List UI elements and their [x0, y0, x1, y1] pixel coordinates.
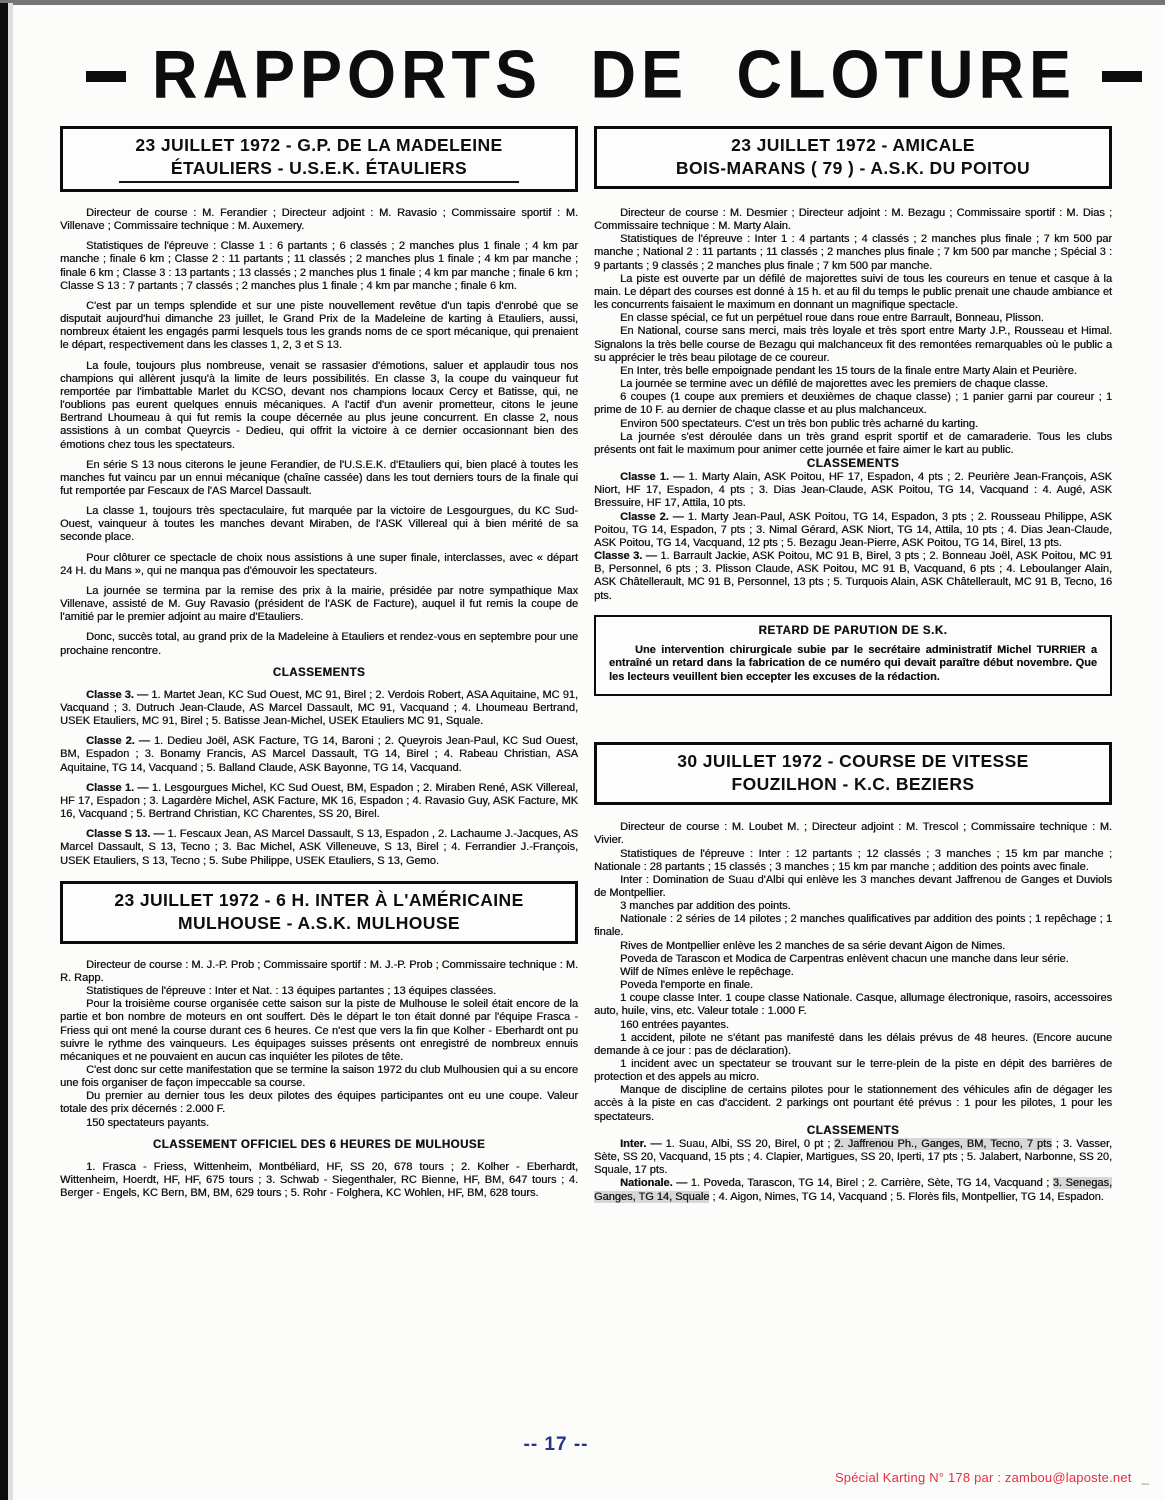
paragraph: Statistiques de l'épreuve : Inter 1 : 4 partants ; 4 classés ; 2 manches plus finale ; 7 km 500 par manche ; National 2 : 11 partants ; 11 classés ; 2 manches plus finale ; 7 km 500 par manche ; Spécial 3 : 9 partants ; 9 classés ; 2 manches plus finale ; 7 km 500 par manche. [594, 233, 1112, 272]
classement-entry [594, 511, 1112, 550]
paragraph: Poveda de Tarascon et Modica de Carpentras enlèvent chacun une manche dans leur série. [620, 952, 1069, 965]
left-column [60, 126, 578, 1204]
paragraph: Du premier au dernier tous les deux pilotes des équipes participantes ont eu une coupe. Valeur totale des prix décernés : 2.000 F. [60, 1090, 578, 1116]
classement-entry [60, 689, 578, 728]
classement-entry [594, 471, 1112, 510]
madeleine-body [60, 207, 578, 868]
classement-entry [594, 550, 1112, 603]
section-header-line1: 23 JUILLET 1972 - 6 H. INTER À L'AMÉRICAINE [114, 889, 524, 910]
section-header-line1: 30 JUILLET 1972 - COURSE DE VITESSE [677, 751, 1029, 772]
paragraph: En série S 13 nous citerons le jeune Ferandier, de l'U.S.E.K. d'Etauliers qui, bien placé à toutes les manches fut vaincu par un ennui mécanique (chaîne cassée) dans les tout derniers tours de la finale qui fut remportée par Fescaux de l'AS Marcel Dassault. [60, 458, 578, 497]
paragraph: 3 manches par addition des points. [620, 900, 791, 913]
retard-notice [594, 615, 1112, 697]
classement-entry: 1. Frasca - Friess, Wittenheim, Montbéliard, HF, SS 20, 678 tours ; 2. Kolher - Eberhardt, Wittenheim, Hoerdt, HF, HF, 675 tours ; 3. Schwab - Siegenthaler, RC Bienne, HF, BM, 647 tours ; 4. Berger - Engels, KC Bern, BM, BM, 629 tours ; 5. Rohr - Folghera, KC Wohlen, HF, BM, 628 tours. [60, 1160, 578, 1200]
paragraph: Poveda l'emporte en finale. [620, 979, 753, 992]
paragraph: Wilf de Nîmes enlève le repêchage. [620, 965, 794, 978]
classement-officiel-heading: CLASSEMENT OFFICIEL DES 6 HEURES DE MULHOUSE [152, 1138, 486, 1151]
section-header-fouzilhon [594, 742, 1112, 805]
classement-lead: Classe 2. — [86, 735, 150, 748]
retard-notice-title: RETARD DE PARUTION DE S.K. [758, 624, 948, 637]
classement-lead: Classe 1. — [620, 471, 685, 484]
page-title-text: RAPPORTS DE CLOTURE [152, 37, 1077, 113]
paragraph: En classe spécial, ce fut un perpétuel roue dans roue entre Barrault, Bonneau, Plisson. [620, 312, 1044, 325]
highlighted-text: 3. Senegas, Ganges, TG 14, Squale [594, 1177, 1112, 1203]
right-column [594, 126, 1112, 1204]
classement-lead: Classe 1. — [86, 781, 149, 794]
paragraph: La foule, toujours plus nombreuse, venait se rassasier d'émotions, saluer et applaudir tous nos champions qui allèrent jusqu'à la limite de leurs possibilités. En classe 3, la coupe du vainqueur fut remportée par l'imbattable Marlet du KCSO, devant nos champions locaux Cercy et Batisse, qui, ne l'oublions pas eurent quelques ennuis mécaniques. A l'actif d'un avenir prometteur, citons le jeune Bertrand Lhoumeau à qui fut remis la coupe décernée au plus jeune concurrent. En classe 2, nous assistions à un combat Queyrcis - Dedieu, qui offrit la victoire à ce dernier occasionnant bien des émotions chez tous les spectateurs. [60, 359, 578, 451]
scan-edge-top [0, 0, 1165, 5]
paragraph: C'est donc sur cette manifestation que se termine la saison 1972 du club Mulhousien qui a su encore une fois organiser de façon impeccable sa course. [60, 1063, 578, 1090]
paragraph: Donc, succès total, au grand prix de la Madeleine à Etauliers et rendez-vous en septembre pour une prochaine rencontre. [60, 631, 578, 657]
classement-text: 1. Lesgourgues Michel, KC Sud Ouest, BM, Espadon ; 2. Miraben René, ASK Villereal, HF 17, Espadon ; 3. Lagardère Michel, ASK Facture, MK 16, Espadon ; 4. Ravasio Guy, ASK Facture, MK 16, Vacquand ; 5. Bertrand Christian, KC Charentes, SS 20, Birel. [60, 781, 578, 821]
footer-credit [835, 1470, 1149, 1485]
paragraph: 150 spectateurs payants. [86, 1116, 209, 1129]
classement-text: 1. Suau, Albi, SS 20, Birel, 0 pt ; [661, 1137, 835, 1150]
section-header-line1: 23 JUILLET 1972 - AMICALE [731, 135, 975, 155]
paragraph: La journée se termine avec un défilé de majorettes avec les premiers de chaque classe. [620, 378, 1049, 391]
classement-text: 1. Fescaux Jean, AS Marcel Dassault, S 13, Espadon , 2. Lachaume J.-Jacques, AS Marcel Dassault, S 13, Tecno ; 3. Bac Michel, ASK Villeneuve, S 13, Birel ; 4. Ferrandier J.-François, USEK Etauliers, S 13, Tecno ; 5. Sube Philippe, USEK Etauliers, S 13, Gemo. [60, 828, 578, 867]
section-header-line2: ÉTAULIERS - U.S.E.K. ÉTAULIERS [170, 158, 468, 178]
classement-text: 1. Barrault Jackie, ASK Poitou, MC 91 B, Birel, 3 pts ; 2. Bonneau Joël, ASK Poitou, MC 91 B, Personnel, 6 pts ; 3. Plisson Claude, ASK Poitou, MC 91 B, Vacquand, 6 pts ; 4. Leboulanger Alain, ASK Châtellerault, MC 91 B, Personnel, 13 pts ; 5. Turquois Alain, ASK Châtellerault, MC 91 B, Tecno, 16 pts. [594, 550, 1112, 602]
paragraph: Statistiques de l'épreuve : Inter : 12 partants ; 12 classés ; 3 manches ; 15 km par manche ; Nationale : 28 partants ; 15 classés ; 3 manches ; 15 km par manche ; addition des points avec finale. [594, 847, 1112, 873]
page-number: -- 17 -- [523, 1434, 589, 1455]
section-header-line2: FOUZILHON - K.C. BEZIERS [731, 774, 975, 795]
footer-credit-text: Spécial Karting N° 178 par : zambou@laposte.net [834, 1470, 1132, 1485]
section-header-line2: BOIS-MARANS ( 79 ) - A.S.K. DU POITOU [675, 158, 1031, 178]
classements-heading: CLASSEMENTS [806, 457, 900, 470]
paragraph: Rives de Montpellier enlève les 2 manches de sa série devant Aigon de Nimes. [620, 939, 1006, 952]
classement-lead: Nationale. — [620, 1177, 688, 1190]
scan-edge-left [0, 3, 8, 1500]
paragraph: La classe 1, toujours très spectaculaire, fut marquée par la victoire de Lesgourgues, du KC Sud-Ouest, vainqueur à toutes les manches devant Miraben, de l'ASK Villereal qui à bien mérité de sa seconde place. [60, 505, 578, 544]
fouzilhon-body [594, 821, 1112, 1204]
paragraph: Manque de discipline de certains pilotes pour le stationnement des véhicules afin de dégager les accès à la piste en cas d'accident. 2 parkings ont pourtant été prévus : 1 pour les pilotes, 1 pour les spectateurs. [594, 1084, 1112, 1123]
classements-heading: CLASSEMENTS [272, 666, 366, 679]
paragraph: Pour clôturer ce spectacle de choix nous assistions à une super finale, interclasses, avec « départ 24 H. du Mans », qui ne manqua pas d'émouvoir les spectateurs. [60, 551, 578, 577]
classement-entry-nationale [594, 1177, 1112, 1203]
paragraph: Nationale : 2 séries de 14 pilotes ; 2 manches qualificatives par addition des points ; 1 repêchage ; 1 finale. [594, 913, 1112, 939]
page-title [60, 37, 1105, 113]
section-header-madeleine [60, 126, 578, 192]
section-header-mulhouse [60, 881, 578, 944]
title-dash-right [1102, 71, 1142, 82]
paragraph: Directeur de course : M. J.-P. Prob ; Commissaire sportif : M. J.-P. Prob ; Commissaire technique : M. R. Rapp. [60, 958, 578, 984]
classement-text: 1. Poveda, Tarascon, TG 14, Birel ; 2. Carrière, Sète, TG 14, Vacquand ; [687, 1177, 1053, 1190]
classement-lead: Inter. — [620, 1137, 662, 1150]
retard-notice-body: Une intervention chirurgicale subie par le secrétaire administratif Michel TURRIER a entraîné un retard dans la fabrication de ce numéro qui devait paraître début novembre. Que les lecteurs veuillent bien eccepter les excuses de la rédaction. [609, 643, 1097, 683]
classement-text: ; 4. Aigon, Nimes, TG 14, Vacquand ; 5. Florès fils, Montpellier, TG 14, Espadon. [709, 1190, 1104, 1203]
paragraph: Environ 500 spectateurs. C'est un très bon public très acharné du karting. [620, 417, 978, 430]
paragraph: 1 incident avec un spectateur se trouvant sur le terre-plein de la piste en dépit des barrières de protection et des appels au micro. [594, 1058, 1112, 1084]
classement-entry-inter [594, 1138, 1112, 1177]
section-header-bois-marans [594, 126, 1112, 189]
section-header-line1: 23 JUILLET 1972 - G.P. DE LA MADELEINE [135, 135, 503, 155]
paragraph: Statistiques de l'épreuve : Classe 1 : 6 partants ; 6 classés ; 2 manches plus 1 finale ; 4 km par manche ; finale 6 km ; Classe 2 : 11 partants ; 11 classés ; 2 manches plus 1 finale ; 4 km par manche ; finale 6 km ; Classe 3 : 13 partants ; 13 classés ; 2 manches plus 1 finale ; 4 km par manche ; finale 6 km ; Classe S 13 : 7 partants ; 7 classés ; 2 manches plus 1 finale ; 4 km par manche ; finale 6 km. [60, 240, 578, 292]
paragraph: Directeur de course : M. Desmier ; Directeur adjoint : M. Bezagu ; Commissaire sportif : M. Dias ; Commissaire technique : M. Marty Alain. [594, 207, 1112, 233]
paragraph: Directeur de course : M. Ferandier ; Directeur adjoint : M. Ravasio ; Commissaire sportif : M. Villenave ; Commissaire technique : M. Auxemery. [60, 207, 578, 233]
paragraph: 160 entrées payantes. [620, 1018, 729, 1031]
footer-trailing-mark: _ [1141, 1470, 1149, 1485]
paragraph: 6 coupes (1 coupe aux premiers et deuxièmes de chaque classe) ; 1 panier garni par coureur ; 1 prime de 10 F. au dernier de chaque classe et au plus malchanceux. [594, 391, 1112, 417]
classement-text: 1. Marty Jean-Paul, ASK Poitou, TG 14, Espadon, 3 pts ; 2. Rousseau Philippe, ASK Poitou, TG 14, Espadon, 7 pts ; 3. Nimal Gérard, ASK Niort, TG 14, Attila, 10 pts ; 4. Dias Jean-Claude, ASK Poitou, TG 14, Vacquand, 12 pts ; 5. Bezagu Jean-Pierre, ASK Poitou, TG 14, Birel, 13 pts. [594, 510, 1112, 549]
paragraph: La piste est ouverte par un défilé de majorettes suivi de tous les coureurs en tenue et casque à la main. Le départ des courses est donné à 15 h. et au fil du temps le public prenait une chaude ambiance et les concurrents faisaient le maximum en donnant un magnifique spectacle. [594, 272, 1112, 312]
paragraph: Pour la troisième course organisée cette saison sur la piste de Mulhouse le soleil était encore de la partie et bon nombre de moteurs en ont souffert. Dès le départ le ton était donné par l'équipe Frasca - Friess qui ont mené la course durant ces 6 heures. Ce n'est que vers la fin que Kolher - Eberhardt ont pu suivre le rythme des vainqueurs. Les équipages suisses présents ont enregistré de nombreux ennuis mécaniques et ne pouvaient en aucun cas inquiéter les pilotes de tête. [60, 998, 578, 1063]
paragraph: Inter : Domination de Suau d'Albi qui enlève les 3 manches devant Jaffrenou de Ganges et Duviols de Montpellier. [594, 873, 1112, 899]
highlighted-text: 2. Jaffrenou Ph., Ganges, BM, Tecno, 7 pts [834, 1137, 1052, 1150]
classement-lead: Classe 3. — [594, 550, 657, 563]
paragraph: 1 accident, pilote ne s'étant pas manifesté dans les délais prévus de 48 heures. (Encore aucune demande à ce jour : pas de déclaration). [594, 1031, 1112, 1057]
paragraph: En National, course sans merci, mais très loyale et très sport entre Marty J.P., Rousseau et Himal. Signalons la très belle course de Bezagu qui malchanceux fit des remontées remarquables où le public a su apprécier le très beau pilotage de ce coureur. [594, 325, 1112, 364]
classements-heading: CLASSEMENTS [806, 1124, 900, 1137]
two-column-layout [60, 126, 1112, 1204]
title-dash-left [86, 71, 126, 82]
classement-lead: Classe 2. — [620, 510, 684, 523]
paragraph: Statistiques de l'épreuve : Inter et Nat. : 13 équipes partantes ; 13 équipes classées. [86, 985, 496, 998]
classement-lead: Classe S 13. — [86, 828, 165, 841]
paragraph: Directeur de course : M. Loubet M. ; Directeur adjoint : M. Trescol ; Commissaire technique : M. Vivier. [594, 821, 1112, 847]
mulhouse-body [60, 959, 578, 1201]
header-underline [119, 181, 519, 183]
paragraph: C'est par un temps splendide et sur une piste nouvellement revêtue d'un tapis d'enrobé que se disputait aujourd'hui dimanche 23 juillet, le Grand Prix de la Madeleine de karting à Etauliers, aussi, nombreux étaient les engagés parmi lesquels tous les grands noms de ce sport mécanique, qui prenaient le départ, respectivement dans les classes 1, 2, 3 et S 13. [60, 299, 578, 352]
classement-lead: Classe 3. — [86, 688, 149, 701]
classement-text: 1. Martet Jean, KC Sud Ouest, MC 91, Birel ; 2. Verdois Robert, ASA Aquitaine, MC 91, Vacquand ; 3. Dutruch Jean-Claude, AS Marcel Dassault, MC 91, Vacquand ; 4. Lhoumeau Bertrand, USEK Etauliers, MC 91, Birel ; 5. Batisse Jean-Michel, USEK Etauliers MC 91, Squale. [60, 688, 578, 728]
classement-entry [60, 828, 578, 867]
classement-entry [60, 735, 578, 774]
paragraph: 1 coupe classe Inter. 1 coupe classe Nationale. Casque, allumage électronique, rasoirs, accessoires auto, huile, vins, etc. Valeur totale : 1.000 F. [594, 992, 1112, 1018]
bois-marans-body [594, 207, 1112, 603]
scan-edge-left-gray [8, 3, 13, 1500]
paragraph: En Inter, très belle empoignade pendant les 15 tours de la finale entre Marty Alain et Peurière. [620, 364, 1077, 377]
classement-entry [60, 782, 578, 821]
paragraph: La journée se termina par la remise des prix à la mairie, présidée par notre sympathique Max Villenave, assisté de M. Guy Ravasio (président de l'ASK de Facture), auquel il fut remis la coupe de l'amitié par le premier adjoint au maire d'Etauliers. [60, 584, 578, 624]
section-header-line2: MULHOUSE - A.S.K. MULHOUSE [178, 912, 460, 933]
classement-text: 1. Marty Alain, ASK Poitou, HF 17, Espadon, 4 pts ; 2. Peurière Jean-François, ASK Niort, HF 17, Espadon, 4 pts ; 3. Dias Jean-Claude, ASK Poitou, TG 14, Vacquand : 4. Augé, ASK Bressuire, HF 17, Attila, 10 pts. [594, 471, 1112, 510]
classement-text: ; 3. Vasser, Sète, SS 20, Vacquand, 15 pts ; 4. Clapier, Martigues, SS 20, Iperti, 17 pts ; 5. Jalabert, Narbonne, SS 20, Squale, 17 pts. [594, 1137, 1112, 1177]
paragraph: La journée s'est déroulée dans un très grand esprit sportif et de camaraderie. Tous les clubs présents ont fait le maximum pour animer cette journée et faire aimer le kart au public. [594, 430, 1112, 456]
classement-text: 1. Dedieu Joël, ASK Facture, TG 14, Baroni ; 2. Queyrois Jean-Paul, KC Sud Ouest, BM, Espadon ; 3. Bonamy Francis, AS Marcel Dassault, TG 14, Birel ; 4. Rabeau Christian, ASA Aquitaine, TG 14, Vacquand ; 5. Balland Claude, ASK Bayonne, TG 14, Vacquand. [60, 735, 578, 774]
